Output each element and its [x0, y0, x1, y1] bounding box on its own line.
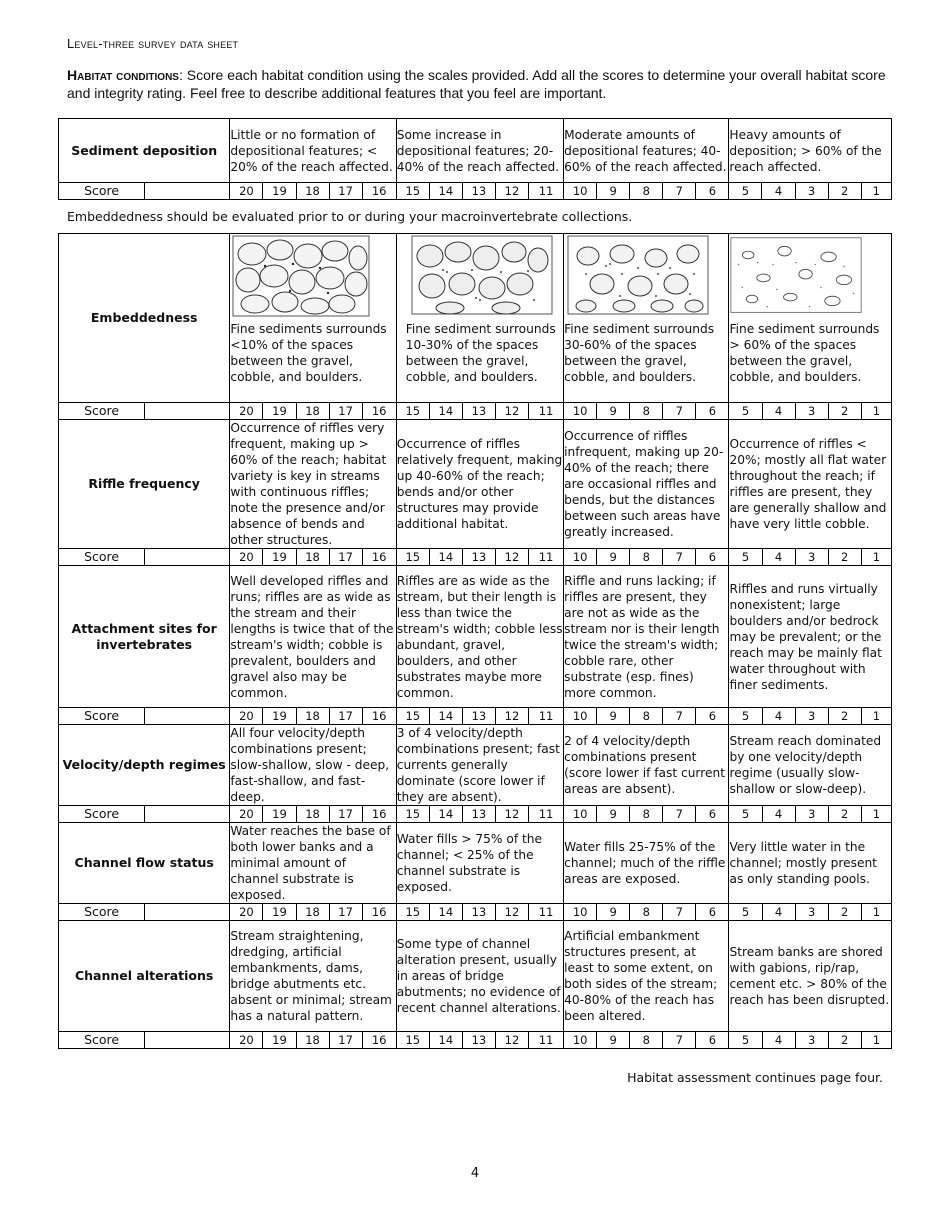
score-option[interactable]: 20 — [230, 183, 263, 200]
score-label: Score — [59, 806, 145, 823]
embeddedness-desc-2: Fine sediment surrounds 10-30% of the spaces between the gravel, cobble, and boulders. — [405, 322, 556, 384]
score-option[interactable]: 1 — [861, 403, 891, 420]
score-option[interactable]: 4 — [762, 1032, 795, 1049]
score-option[interactable]: 7 — [663, 708, 696, 725]
score-option[interactable]: 13 — [462, 708, 495, 725]
score-option[interactable]: 2 — [828, 806, 861, 823]
score-option[interactable]: 8 — [630, 806, 663, 823]
alterations-desc-4: Stream banks are shored with gabions, rip/rap, cement etc. > 80% of the reach has been disrupted. — [729, 921, 892, 1032]
score-option[interactable]: 9 — [597, 708, 630, 725]
embeddedness-cell-1 — [230, 234, 396, 403]
velocity-desc-2: 3 of 4 velocity/depth combinations present; fast currents generally dominate (score lower if they are absent). — [396, 725, 563, 806]
score-option[interactable]: 9 — [597, 549, 630, 566]
score-option[interactable]: 8 — [630, 549, 663, 566]
score-option[interactable]: 18 — [296, 549, 329, 566]
score-option[interactable]: 17 — [329, 806, 362, 823]
score-option[interactable]: 7 — [663, 806, 696, 823]
score-entry-box[interactable] — [145, 183, 230, 200]
param-embeddedness: Embeddedness — [59, 234, 230, 403]
score-option[interactable]: 19 — [263, 806, 296, 823]
score-entry-box[interactable] — [145, 549, 230, 566]
habitat-table — [58, 233, 892, 1049]
score-option[interactable]: 14 — [429, 403, 462, 420]
score-option[interactable]: 16 — [362, 183, 396, 200]
score-option[interactable]: 2 — [828, 708, 861, 725]
score-entry-box[interactable] — [145, 904, 230, 921]
score-option[interactable]: 12 — [495, 1032, 528, 1049]
score-option[interactable]: 2 — [828, 1032, 861, 1049]
score-option[interactable]: 19 — [263, 403, 296, 420]
score-option[interactable]: 14 — [429, 549, 462, 566]
embeddedness-note: Embeddedness should be evaluated prior to or during your macroinvertebrate collections. — [67, 209, 633, 224]
param-sediment: Sediment deposition — [59, 119, 230, 183]
score-option[interactable]: 3 — [795, 708, 828, 725]
sediment-desc-1: Little or no formation of depositional features; < 20% of the reach affected. — [230, 119, 396, 183]
embeddedness-illustration-high — [729, 234, 865, 319]
score-option[interactable]: 1 — [861, 1032, 891, 1049]
score-option[interactable]: 11 — [529, 904, 564, 921]
param-channel-alterations: Channel alterations — [59, 921, 230, 1032]
embeddedness-cell-3 — [564, 234, 729, 403]
score-option[interactable]: 19 — [263, 549, 296, 566]
score-option[interactable]: 4 — [762, 806, 795, 823]
score-option[interactable]: 3 — [795, 403, 828, 420]
score-option[interactable]: 20 — [230, 549, 263, 566]
score-option[interactable]: 15 — [396, 904, 429, 921]
score-label: Score — [59, 904, 145, 921]
score-option[interactable]: 15 — [396, 1032, 429, 1049]
score-option[interactable]: 11 — [529, 806, 564, 823]
score-option[interactable]: 14 — [429, 904, 462, 921]
score-option[interactable]: 7 — [663, 1032, 696, 1049]
embeddedness-illustration-mid-low — [408, 234, 554, 319]
score-option[interactable]: 3 — [795, 549, 828, 566]
score-row — [59, 806, 892, 823]
embeddedness-cell-2 — [396, 234, 563, 403]
score-entry-box[interactable] — [145, 708, 230, 725]
embeddedness-desc-4: Fine sediment surrounds > 60% of the spaces between the gravel, cobble, and boulders. — [729, 322, 880, 384]
score-option[interactable]: 17 — [329, 403, 362, 420]
score-option[interactable]: 14 — [429, 183, 462, 200]
riffle-desc-3: Occurrence of riffles infrequent, making up 20-40% of the reach; there are occasional riffles and bends, but the distances between such areas have greatly increased. — [564, 420, 729, 549]
param-velocity-depth: Velocity/depth regimes — [59, 725, 230, 806]
intro-lead: Habitat conditions — [67, 67, 179, 83]
score-row — [59, 183, 892, 200]
param-riffle-frequency: Riffle frequency — [59, 420, 230, 549]
score-option[interactable]: 5 — [729, 183, 762, 200]
intro-text: : Score each habitat condition using the scales provided. Add all the scores to determine your overall habitat score and integrity rating. Feel free to describe additional features that you feel are important. — [67, 67, 886, 101]
attachment-desc-1: Well developed riffles and runs; riffles are as wide as the stream and their lengths is twice that of the stream's width; cobble is prevalent, boulders and gravel also may be common. — [230, 566, 396, 708]
score-option[interactable]: 15 — [396, 549, 429, 566]
score-option[interactable]: 11 — [529, 403, 564, 420]
score-row — [59, 549, 892, 566]
score-option[interactable]: 16 — [362, 1032, 396, 1049]
score-option[interactable]: 18 — [296, 1032, 329, 1049]
score-option[interactable]: 12 — [495, 549, 528, 566]
attachment-desc-4: Riffles and runs virtually nonexistent; large boulders and/or bedrock may be prevalent; or the reach may be mainly flat water throughout with finer sediments. — [729, 566, 892, 708]
score-option[interactable]: 17 — [329, 183, 362, 200]
score-option[interactable]: 10 — [564, 904, 597, 921]
score-option[interactable]: 5 — [729, 403, 762, 420]
score-option[interactable]: 6 — [696, 549, 729, 566]
score-option[interactable]: 18 — [296, 708, 329, 725]
score-option[interactable]: 3 — [795, 806, 828, 823]
score-option[interactable]: 11 — [528, 183, 563, 200]
score-option[interactable]: 16 — [362, 549, 396, 566]
score-option[interactable]: 5 — [729, 904, 762, 921]
score-row — [59, 708, 892, 725]
score-option[interactable]: 16 — [362, 806, 396, 823]
score-option[interactable]: 7 — [663, 403, 696, 420]
score-option[interactable]: 10 — [564, 806, 597, 823]
score-option[interactable]: 11 — [529, 708, 564, 725]
score-option[interactable]: 20 — [230, 904, 263, 921]
score-option[interactable]: 1 — [861, 806, 891, 823]
score-option[interactable]: 6 — [696, 806, 729, 823]
score-option[interactable]: 10 — [564, 708, 597, 725]
embeddedness-illustration-low — [230, 234, 372, 319]
score-label: Score — [59, 549, 145, 566]
score-option[interactable]: 17 — [329, 1032, 362, 1049]
embeddedness-cell-4 — [729, 234, 892, 403]
score-option[interactable]: 7 — [663, 549, 696, 566]
score-option[interactable]: 1 — [861, 904, 891, 921]
score-entry-box[interactable] — [145, 403, 230, 420]
score-option[interactable]: 10 — [564, 403, 597, 420]
score-option[interactable]: 2 — [828, 403, 861, 420]
score-option[interactable]: 8 — [630, 403, 663, 420]
score-option[interactable]: 18 — [296, 183, 329, 200]
score-option[interactable]: 15 — [396, 806, 429, 823]
velocity-desc-1: All four velocity/depth combinations present; slow-shallow, slow - deep, fast-shallow, and fast-deep. — [230, 725, 396, 806]
score-option[interactable]: 6 — [696, 1032, 729, 1049]
score-option[interactable]: 20 — [230, 806, 263, 823]
score-option[interactable]: 16 — [362, 708, 396, 725]
flow-desc-2: Water fills > 75% of the channel; < 25% of the channel substrate is exposed. — [396, 823, 563, 904]
score-option[interactable]: 18 — [296, 904, 329, 921]
score-option[interactable]: 10 — [564, 183, 597, 200]
score-option[interactable]: 9 — [597, 904, 630, 921]
score-option[interactable]: 14 — [429, 806, 462, 823]
page-number: 4 — [470, 1166, 480, 1181]
score-option[interactable]: 19 — [263, 1032, 296, 1049]
score-option[interactable]: 3 — [795, 183, 828, 200]
score-option[interactable]: 20 — [230, 1032, 263, 1049]
score-row — [59, 1032, 892, 1049]
score-option[interactable]: 7 — [663, 183, 696, 200]
sediment-desc-2: Some increase in depositional features; 20-40% of the reach affected. — [396, 119, 563, 183]
score-label: Score — [59, 708, 145, 725]
score-option[interactable]: 9 — [597, 183, 630, 200]
attachment-desc-3: Riffle and runs lacking; if riffles are present, they are not as wide as the stream nor is their length twice the stream's width; cobble rare, other substrate (esp. fines) more common. — [564, 566, 729, 708]
score-option[interactable]: 6 — [696, 183, 729, 200]
score-option[interactable]: 6 — [696, 904, 729, 921]
score-option[interactable]: 10 — [564, 549, 597, 566]
score-label: Score — [59, 1032, 145, 1049]
sediment-desc-4: Heavy amounts of deposition; > 60% of the reach affected. — [729, 119, 892, 183]
score-label: Score — [59, 403, 145, 420]
score-option[interactable]: 2 — [828, 183, 861, 200]
score-option[interactable]: 1 — [861, 183, 891, 200]
embeddedness-illustration-mid-high — [564, 234, 710, 319]
riffle-desc-4: Occurrence of riffles < 20%; mostly all flat water throughout the reach; if riffles are present, they are generally shallow and have very little cobble. — [729, 420, 892, 549]
score-entry-box[interactable] — [145, 1032, 230, 1049]
score-option[interactable]: 18 — [296, 806, 329, 823]
score-option[interactable]: 10 — [564, 1032, 597, 1049]
score-option[interactable]: 1 — [861, 708, 891, 725]
score-option[interactable]: 4 — [762, 183, 795, 200]
score-option[interactable]: 13 — [462, 904, 495, 921]
score-row — [59, 403, 892, 420]
score-option[interactable]: 2 — [828, 904, 861, 921]
attachment-desc-2: Riffles are as wide as the stream, but their length is less than twice the stream's width; cobble less abundant, gravel, boulders, and other substrates maybe more common. — [396, 566, 563, 708]
score-option[interactable]: 13 — [462, 1032, 495, 1049]
score-option[interactable]: 9 — [597, 806, 630, 823]
score-option[interactable]: 8 — [630, 708, 663, 725]
score-option[interactable]: 6 — [696, 403, 729, 420]
embeddedness-desc-3: Fine sediment surrounds 30-60% of the spaces between the gravel, cobble, and boulders. — [564, 322, 715, 384]
score-option[interactable]: 12 — [495, 806, 528, 823]
score-option[interactable]: 19 — [263, 183, 296, 200]
score-option[interactable]: 13 — [462, 806, 495, 823]
score-option[interactable]: 9 — [597, 1032, 630, 1049]
flow-desc-3: Water fills 25-75% of the channel; much of the riffle areas are exposed. — [564, 823, 729, 904]
score-option[interactable]: 15 — [396, 708, 429, 725]
score-option[interactable]: 18 — [296, 403, 329, 420]
score-option[interactable]: 8 — [630, 904, 663, 921]
score-option[interactable]: 3 — [795, 1032, 828, 1049]
alterations-desc-3: Artificial embankment structures present, at least to some extent, on both sides of the stream; 40-80% of the reach has been altered. — [564, 921, 729, 1032]
score-option[interactable]: 4 — [762, 549, 795, 566]
score-option[interactable]: 7 — [663, 904, 696, 921]
score-option[interactable]: 14 — [429, 708, 462, 725]
score-option[interactable]: 14 — [429, 1032, 462, 1049]
score-option[interactable]: 3 — [795, 904, 828, 921]
score-option[interactable]: 5 — [729, 806, 762, 823]
score-option[interactable]: 13 — [462, 403, 495, 420]
param-attachment-sites: Attachment sites for invertebrates — [59, 566, 230, 708]
score-option[interactable]: 4 — [762, 708, 795, 725]
velocity-desc-3: 2 of 4 velocity/depth combinations present (score lower if fast current areas are absent). — [564, 725, 729, 806]
score-option[interactable]: 13 — [462, 183, 495, 200]
embeddedness-desc-1: Fine sediments surrounds <10% of the spaces between the gravel, cobble, and boulders. — [230, 322, 387, 384]
score-option[interactable]: 15 — [396, 403, 429, 420]
velocity-desc-4: Stream reach dominated by one velocity/depth regime (usually slow-shallow or slow-deep). — [729, 725, 892, 806]
flow-desc-4: Very little water in the channel; mostly present as only standing pools. — [729, 823, 892, 904]
score-option[interactable]: 8 — [630, 1032, 663, 1049]
score-option[interactable]: 20 — [230, 403, 263, 420]
alterations-desc-1: Stream straightening, dredging, artificial embankments, dams, bridge abutments etc. absent or minimal; stream has a natural pattern. — [230, 921, 396, 1032]
score-label: Score — [59, 183, 145, 200]
score-option[interactable]: 16 — [362, 904, 396, 921]
score-option[interactable]: 17 — [329, 549, 362, 566]
score-option[interactable]: 2 — [828, 549, 861, 566]
score-option[interactable]: 1 — [861, 549, 891, 566]
score-option[interactable]: 12 — [495, 183, 528, 200]
score-option[interactable]: 12 — [495, 403, 528, 420]
score-option[interactable]: 5 — [729, 1032, 762, 1049]
alterations-desc-2: Some type of channel alteration present, usually in areas of bridge abutments; no evidence of recent channel alterations. — [396, 921, 563, 1032]
score-option[interactable]: 4 — [762, 904, 795, 921]
score-option[interactable]: 12 — [495, 708, 528, 725]
score-option[interactable]: 20 — [230, 708, 263, 725]
score-option[interactable]: 9 — [597, 403, 630, 420]
score-entry-box[interactable] — [145, 806, 230, 823]
score-option[interactable]: 6 — [696, 708, 729, 725]
score-option[interactable]: 17 — [329, 904, 362, 921]
continue-note: Habitat assessment continues page four. — [627, 1070, 883, 1085]
riffle-desc-2: Occurrence of riffles relatively frequent, making up 40-60% of the reach; bends and/or other structures may provide additional habitat. — [396, 420, 563, 549]
score-option[interactable]: 19 — [263, 708, 296, 725]
score-option[interactable]: 8 — [630, 183, 663, 200]
score-row — [59, 904, 892, 921]
score-option[interactable]: 17 — [329, 708, 362, 725]
score-option[interactable]: 16 — [362, 403, 396, 420]
score-option[interactable]: 4 — [762, 403, 795, 420]
score-option[interactable]: 12 — [495, 904, 528, 921]
score-option[interactable]: 19 — [263, 904, 296, 921]
score-option[interactable]: 5 — [729, 708, 762, 725]
sediment-desc-3: Moderate amounts of depositional features; 40-60% of the reach affected. — [564, 119, 729, 183]
intro-paragraph — [67, 66, 887, 102]
score-option[interactable]: 13 — [462, 549, 495, 566]
score-option[interactable]: 11 — [529, 549, 564, 566]
score-option[interactable]: 11 — [529, 1032, 564, 1049]
riffle-desc-1: Occurrence of riffles very frequent, making up > 60% of the reach; habitat variety is key in streams with continuous riffles; note the presence and/or absence of bends and other structures. — [230, 420, 396, 549]
score-option[interactable]: 15 — [396, 183, 429, 200]
sheet-title: Level-three survey data sheet — [67, 36, 239, 51]
score-option[interactable]: 5 — [729, 549, 762, 566]
sediment-table — [58, 118, 892, 200]
param-channel-flow: Channel flow status — [59, 823, 230, 904]
flow-desc-1: Water reaches the base of both lower banks and a minimal amount of channel substrate is exposed. — [230, 823, 396, 904]
